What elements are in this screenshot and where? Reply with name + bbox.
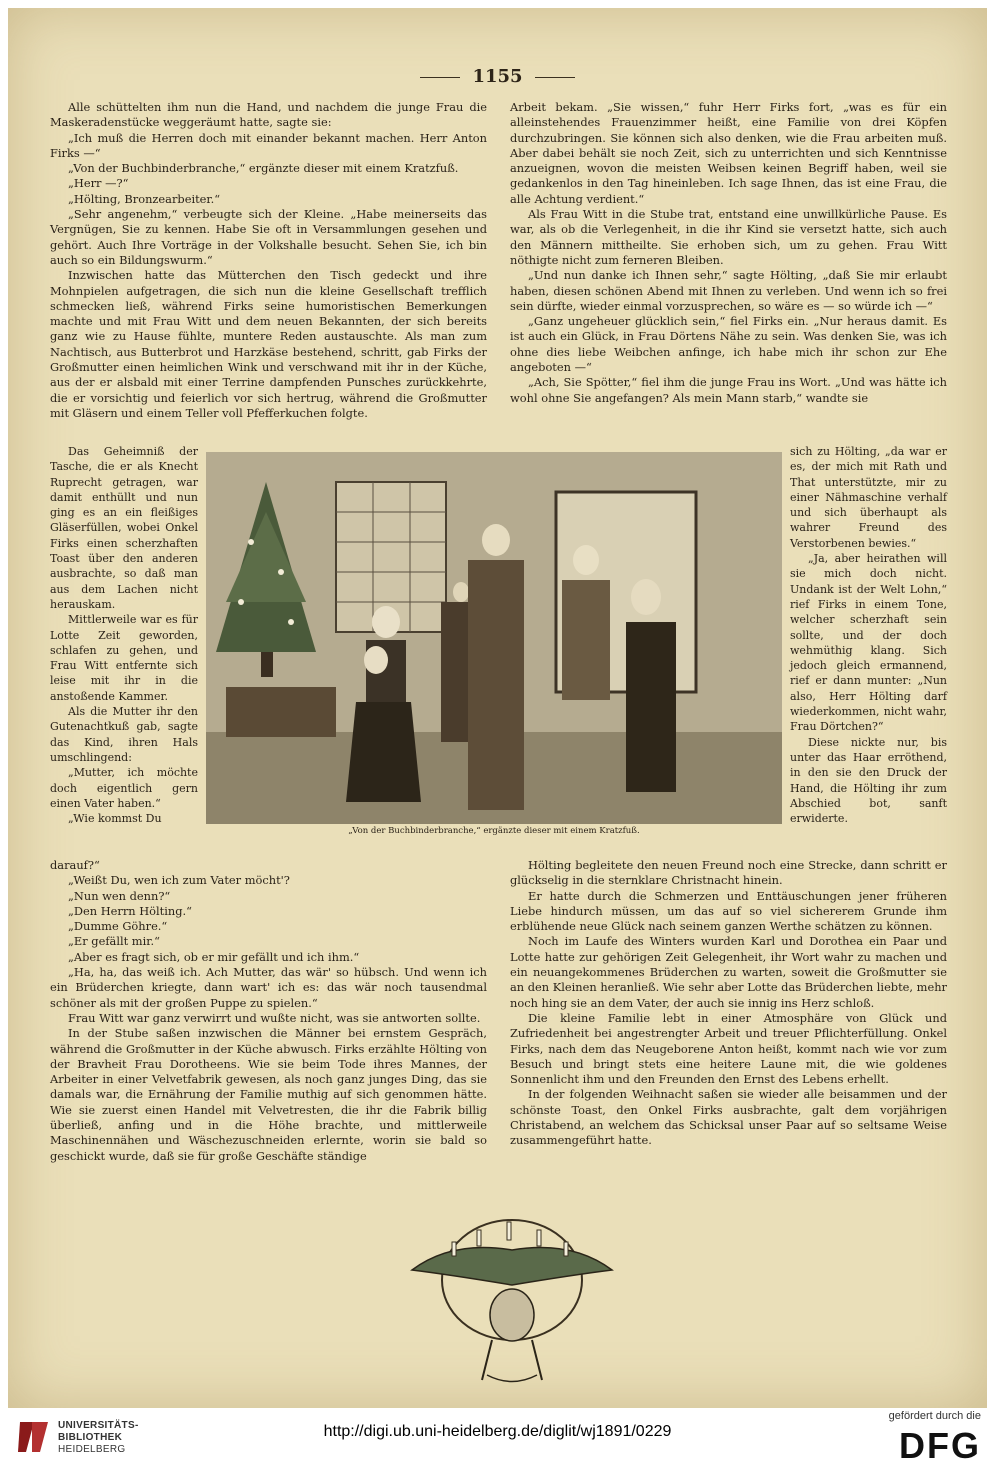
vignette-drawing bbox=[392, 1200, 632, 1390]
right-column-bottom bbox=[510, 858, 947, 1149]
footer-bar bbox=[0, 1408, 995, 1476]
illustration-caption: „Von der Buchbinderbranche,“ ergänzte dieser mit einem Kratzfuß. bbox=[348, 826, 640, 836]
illustration-drawing bbox=[206, 452, 782, 824]
paragraph: In der folgenden Weihnacht saßen sie wieder alle beisammen und der schönste Toast, den Onkel Firks ausbrachte, galt dem vorjährigen Christabend, an welchem das Schicksal unser Paar auf so seltsame Weise zusammengeführt hatte. bbox=[510, 1087, 947, 1148]
paragraph: „Und nun danke ich Ihnen sehr,“ sagte Hölting, „daß Sie mir erlaubt haben, diesen schönen Abend mit Ihnen zu verleben. Und wenn ich so frei sein dürfte, wieder einmal vorzusprechen, so wäre es — so würde ich —“ bbox=[510, 268, 947, 313]
paragraph: In der Stube saßen inzwischen die Männer bei ernstem Gespräch, während die Großmutter in der Küche abwusch. Firks erzählte Hölting von der Bravheit Frau Dorotheens. Wie sie beim Tode ihres Mannes, der Arbeiter in einer Velvetfabrik gewesen, als noch ganz junges Ding, das sie damals war, die Ernährung der Familie muthig auf sich genommen hätte. Wie sie zuerst einen Handel mit Velvetresten, die ihr die Fabrik billig überließ, anfing und in die Höhe brachte, und mittlerweile Maschinennähen und Wäschezuschneiden erlernte, worin sie bald so geschickt wurde, daß sie für große Geschäfte ständige bbox=[50, 1026, 487, 1163]
left-column-top bbox=[50, 100, 487, 421]
paragraph: „Aber es fragt sich, ob er mir gefällt und ich ihm.“ bbox=[68, 949, 360, 964]
paragraph: „Sehr angenehm,“ verbeugte sich der Kleine. „Habe meinerseits das Vergnügen, Sie zu kennen. Habe Sie oft in Versammlungen gesehen und gehört. Auch Ihre Vorträge in der Volkshalle besucht. Sehen Sie, ich bin auch so ein Bildungswurm.“ bbox=[50, 207, 487, 267]
paragraph: Alle schüttelten ihm nun die Hand, und nachdem die junge Frau die Maskeradenstücke weggeräumt hatte, sagte sie: bbox=[50, 100, 487, 130]
paragraph: Als die Mutter ihr den Gutenachtkuß gab, sagte das Kind, ihren Hals umschlingend: bbox=[50, 705, 198, 764]
page-number bbox=[0, 66, 995, 87]
left-column-narrow bbox=[50, 444, 198, 826]
source-url[interactable]: http://digi.ub.uni-heidelberg.de/diglit/wj1891/0229 bbox=[323, 1423, 672, 1440]
paragraph: „Ich muß die Herren doch mit einander bekannt machen. Herr Anton Firks —“ bbox=[50, 130, 487, 160]
paragraph: „Hölting, Bronzearbeiter.“ bbox=[68, 191, 221, 206]
paragraph: Frau Witt war ganz verwirrt und wußte nicht, was sie antworten sollte. bbox=[68, 1010, 481, 1025]
paragraph: Inzwischen hatte das Mütterchen den Tisch gedeckt und ihre Mohnpielen aufgetragen, die sich nun die kleine Gesellschaft trefflich schmecken ließ, während Firks seine humoristischen Bemerkungen machte und mit Frau Witt und dem neuen Bekannten, der sich bereits ganz wie zu Hause fühlte, muntere Reden austauschte. Als man zum Nachtisch, aus Butterbrot und Harzkäse bestehend, schritt, gab Firks der Großmutter einen heimlichen Wink und verschwand mit ihr in der Küche, aus der er alsbald mit einer Terrine dampfenden Punsches zurückkehrte, die er vorsichtig und feierlich vor sich hertrug, während die Großmutter mit Gläsern und einem Teller voll Pfefferkuchen folgte. bbox=[50, 268, 487, 420]
paragraph: „Wie kommst Du bbox=[68, 812, 162, 826]
paragraph: „Herr —?“ bbox=[68, 176, 129, 191]
funding-note: gefördert durch die bbox=[888, 1410, 981, 1422]
paragraph: „Nun wen denn?“ bbox=[68, 888, 171, 903]
right-column-narrow bbox=[790, 444, 947, 826]
paragraph: „Weißt Du, wen ich zum Vater möcht'? bbox=[68, 873, 290, 888]
paragraph: „Dumme Göhre.“ bbox=[68, 919, 168, 934]
page-number-text: 1155 bbox=[472, 66, 523, 87]
page-number-rule-left bbox=[420, 77, 460, 78]
right-column-top bbox=[510, 100, 947, 406]
paragraph: „Ganz ungeheuer glücklich sein,“ fiel Firks ein. „Nur heraus damit. Es ist auch ein Glück, in Frau Dörtens Nähe zu sein. Was denken Sie, was ich ohne dies liebe Weibchen anfinge, ich habe mich ihr schon zur Ehe angeboten —“ bbox=[510, 314, 947, 375]
paragraph: Noch im Laufe des Winters wurden Karl und Dorothea ein Paar und Lotte hatte zur gehörigen Zeit Gelegenheit, ihr Wort wahr zu machen und ein neuangekommenes Brüderchen zu warten, soweit die Großmutter sie an den Kleinen heranließ. Wie sehr aber Lotte das Brüderchen liebte, mehr noch hing sie an dem Vater, der auch sie innig ins Herz schloß. bbox=[510, 934, 947, 1010]
dfg-logo[interactable]: DFG bbox=[899, 1425, 981, 1466]
paragraph: Hölting begleitete den neuen Freund noch eine Strecke, dann schritt er glückselig in die sternklare Christnacht hinein. bbox=[510, 858, 947, 888]
university-name-line: HEIDELBERG bbox=[58, 1444, 126, 1455]
paragraph: Als Frau Witt in die Stube trat, entstand eine unwillkürliche Pause. Es war, als ob die Verlegenheit, in die ihr Kind sie versetzt hatte, sich auch den Männern mittheilte. Sie erhoben sich, um zu gehen. Frau Witt nöthigte nicht zum ferneren Bleiben. bbox=[510, 207, 947, 267]
left-column-bottom bbox=[50, 858, 487, 1164]
paragraph: Das Geheimniß der Tasche, die er als Knecht Ruprecht getragen, war damit enthüllt und nun ging es an ein fleißiges Gläserfüllen, wobei Onkel Firks einen scherzhaften Toast über den anderen ausbrachte, so daß man aus dem Lachen nicht herauskam. bbox=[50, 445, 198, 611]
paragraph: Diese nickte nur, bis unter das Haar erröthend, in den sie den Druck der Hand, die Hölting ihr zum Abschied bot, sanft erwiderte. bbox=[790, 735, 947, 826]
university-name-line: BIBLIOTHEK bbox=[58, 1432, 123, 1443]
paragraph: „Mutter, ich möchte doch eigentlich gern einen Vater haben.“ bbox=[50, 766, 198, 810]
illustration-christmas-scene bbox=[206, 452, 782, 824]
paragraph: sich zu Hölting, „da war er es, der mich mit Rath und That unterstützte, mir zu einer Nähmaschine verhalf und sich überhaupt als wahrer Freund des Verstorbenen bewies.“ bbox=[790, 445, 947, 550]
paragraph: Arbeit bekam. „Sie wissen,“ fuhr Herr Firks fort, „was es für ein alleinstehendes Frauenzimmer heißt, eine Familie von drei Köpfen durchzubringen. Sie können sich also denken, wie die Frau arbeiten muß. Aber dabei behält sie noch Zeit, sich zu unterrichten und sich Kenntnisse anzueignen, wovon die meisten Weibsen keinen Begriff haben, weil sie gedankenlos in den Tag hineinleben. Ich sage Ihnen, das ist eine Frau, die alle Achtung verdient.“ bbox=[510, 100, 947, 206]
paragraph: „Von der Buchbinderbranche,“ ergänzte dieser mit einem Kratzfuß. bbox=[68, 161, 459, 176]
paragraph: Mittlerweile war es für Lotte Zeit geworden, schlafen zu gehen, und Frau Witt entfernte sich leise mit ihr in die anstoßende Kammer. bbox=[50, 613, 198, 703]
page-number-rule-right bbox=[535, 77, 575, 78]
christmas-vignette bbox=[392, 1200, 632, 1390]
paragraph: Die kleine Familie lebt in einer Atmosphäre von Glück und Zufriedenheit bei angestrengter Arbeit und treuer Pflichterfüllung. Onkel Firks, nach dem das Neugeborene Anton heißt, kommt nach wie vor zum Besuch und bringt stets eine heitere Laune mit, die wie goldenes Sonnenlicht ihm und den Freunden den Ernst des Lebens erhellt. bbox=[510, 1010, 947, 1087]
paragraph: „Ja, aber heirathen will sie mich doch nicht. Undank ist der Welt Lohn,“ rief Firks in einem Tone, welcher scherzhaft sein sollte, und der doch wehmüthig klang. Sich jedoch gleich ermannend, rief er dann munter: „Nun also, Herr Hölting darf wiederkommen, nicht wahr, Frau Dörtchen?“ bbox=[790, 552, 947, 734]
university-name-line: UNIVERSITÄTS- bbox=[58, 1420, 139, 1431]
paragraph: „Ha, ha, das weiß ich. Ach Mutter, das wär' so hübsch. Und wenn ich ein Brüderchen kriegte, dann wart' ich es: das wär noch tausendmal schöner als mit der großen Puppe zu spielen.“ bbox=[50, 965, 487, 1010]
paragraph: darauf?“ bbox=[50, 858, 100, 872]
paragraph: „Ach, Sie Spötter,“ fiel ihm die junge Frau ins Wort. „Und was hätte ich wohl ohne Sie angefangen? Als mein Mann starb,“ wandte sie bbox=[510, 375, 947, 405]
paragraph: „Er gefällt mir.“ bbox=[68, 934, 160, 949]
paragraph: „Den Herrn Hölting.“ bbox=[68, 903, 192, 918]
paragraph: Er hatte durch die Schmerzen und Enttäuschungen jener früheren Liebe hindurch müssen, um das auf so viel sichererem Grunde ihm erblühende neue Glück nach seinem ganzen Werthe schätzen zu können. bbox=[510, 888, 947, 934]
